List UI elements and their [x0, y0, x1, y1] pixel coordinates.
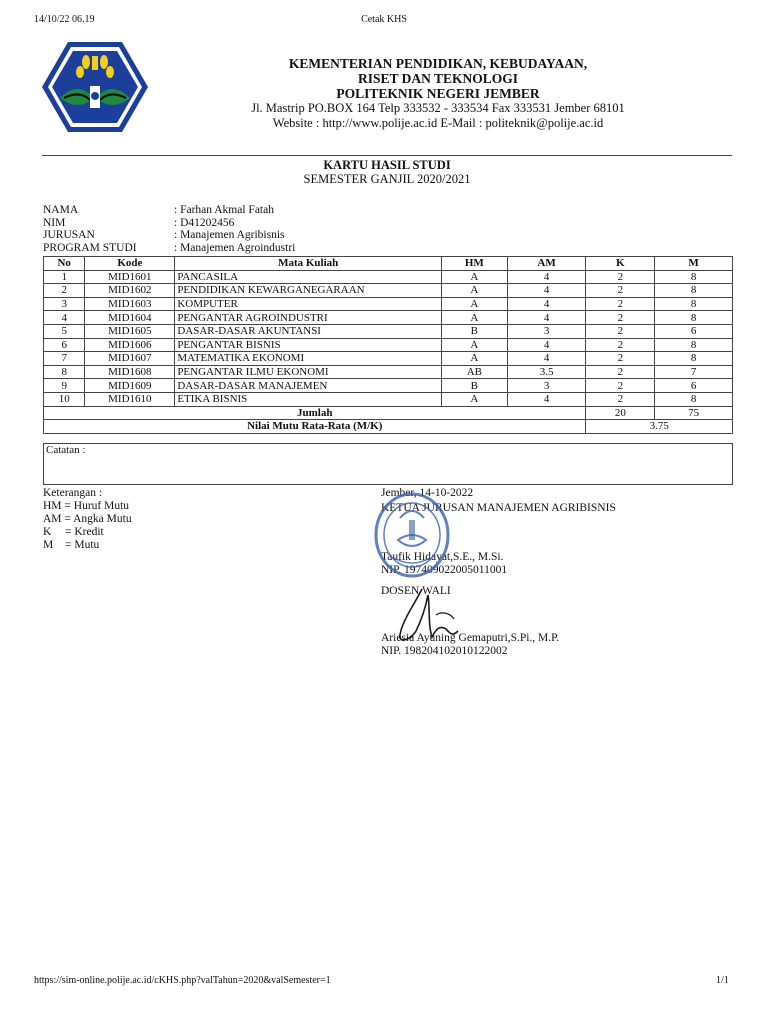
- table-row: [44, 338, 733, 352]
- institution-contact: Website : http://www.polije.ac.id E-Mail : politeknik@polije.ac.id: [272, 116, 604, 130]
- cell-mata-kuliah: PENGANTAR ILMU EKONOMI: [175, 365, 442, 379]
- cell-k: 2: [586, 379, 655, 393]
- cell-hm: A: [442, 338, 508, 352]
- gpa-value: 3.75: [586, 420, 733, 434]
- polije-logo: [40, 40, 150, 134]
- student-info-nama: [43, 204, 274, 217]
- col-header-no: No: [44, 257, 85, 271]
- ministry-name-line1: KEMENTERIAN PENDIDIKAN, KEBUDAYAAN,: [288, 56, 588, 71]
- cell-hm: A: [442, 297, 508, 311]
- header-divider: [42, 155, 732, 156]
- cell-am: 4: [507, 311, 586, 325]
- document-title: KARTU HASIL STUDI: [323, 158, 451, 172]
- cell-hm: A: [442, 392, 508, 406]
- legend-key: K: [43, 526, 52, 538]
- cell-hm: A: [442, 311, 508, 325]
- total-row: [44, 406, 733, 420]
- total-m: 75: [655, 406, 733, 420]
- legend-text: = Huruf Mutu: [64, 500, 130, 512]
- cell-am: 4: [507, 270, 586, 284]
- cell-no: 7: [44, 352, 85, 366]
- cell-kode: MID1608: [85, 365, 175, 379]
- student-info-jurusan: [43, 229, 285, 242]
- cell-mata-kuliah: KOMPUTER: [175, 297, 442, 311]
- cell-hm: A: [442, 270, 508, 284]
- cell-m: 8: [655, 392, 733, 406]
- cell-am: 3: [507, 324, 586, 338]
- cell-hm: A: [442, 284, 508, 298]
- cell-am: 4: [507, 284, 586, 298]
- cell-am: 3: [507, 379, 586, 393]
- table-row: [44, 365, 733, 379]
- head-name: Taufik Hidayat,S.E., M.Si.: [381, 551, 504, 563]
- cell-am: 4: [507, 352, 586, 366]
- table-row: [44, 311, 733, 325]
- cell-no: 6: [44, 338, 85, 352]
- cell-kode: MID1603: [85, 297, 175, 311]
- legend-item: [43, 500, 132, 513]
- cell-m: 8: [655, 270, 733, 284]
- cell-no: 10: [44, 392, 85, 406]
- cell-hm: B: [442, 379, 508, 393]
- col-header-k: K: [586, 257, 655, 271]
- advisor-title: DOSEN WALI: [381, 585, 451, 597]
- cell-am: 4: [507, 338, 586, 352]
- notes-label: Catatan :: [46, 444, 86, 456]
- cell-k: 2: [586, 284, 655, 298]
- cell-kode: MID1605: [85, 324, 175, 338]
- print-page-number: 1/1: [716, 975, 729, 986]
- cell-no: 4: [44, 311, 85, 325]
- cell-kode: MID1610: [85, 392, 175, 406]
- cell-mata-kuliah: PENGANTAR BISNIS: [175, 338, 442, 352]
- cell-kode: MID1601: [85, 270, 175, 284]
- gpa-row: [44, 420, 733, 434]
- advisor-name: Ariesia Ayuning Gemaputri,S.Pi., M.P.: [381, 632, 560, 644]
- cell-m: 8: [655, 352, 733, 366]
- cell-no: 1: [44, 270, 85, 284]
- cell-mata-kuliah: PENGANTAR AGROINDUSTRI: [175, 311, 442, 325]
- cell-kode: MID1609: [85, 379, 175, 393]
- print-datetime: 14/10/22 06.19: [34, 14, 95, 25]
- cell-m: 8: [655, 284, 733, 298]
- cell-no: 9: [44, 379, 85, 393]
- legend-text: = Angka Mutu: [64, 513, 132, 525]
- cell-am: 4: [507, 297, 586, 311]
- cell-m: 6: [655, 324, 733, 338]
- gpa-label: Nilai Mutu Rata-Rata (M/K): [44, 420, 586, 434]
- cell-am: 3.5: [507, 365, 586, 379]
- official-stamp: [372, 490, 452, 580]
- cell-mata-kuliah: PANCASILA: [175, 270, 442, 284]
- cell-hm: A: [442, 352, 508, 366]
- table-row: [44, 297, 733, 311]
- cell-no: 2: [44, 284, 85, 298]
- cell-no: 8: [44, 365, 85, 379]
- legend-key: HM: [43, 500, 62, 512]
- cell-mata-kuliah: ETIKA BISNIS: [175, 392, 442, 406]
- student-info-program: [43, 242, 295, 255]
- cell-m: 8: [655, 297, 733, 311]
- table-row: [44, 270, 733, 284]
- table-row: [44, 352, 733, 366]
- legend-item: [43, 526, 132, 539]
- cell-k: 2: [586, 297, 655, 311]
- col-header-mata-kuliah: Mata Kuliah: [175, 257, 442, 271]
- cell-k: 2: [586, 392, 655, 406]
- cell-mata-kuliah: PENDIDIKAN KEWARGANEGARAAN: [175, 284, 442, 298]
- info-label: PROGRAM STUDI: [43, 241, 137, 254]
- col-header-kode: Kode: [85, 257, 175, 271]
- cell-k: 2: [586, 338, 655, 352]
- legend-text: = Mutu: [65, 539, 100, 551]
- ministry-name-line2: RISET DAN TEKNOLOGI: [357, 71, 519, 86]
- cell-k: 2: [586, 365, 655, 379]
- legend-key: M: [43, 539, 54, 551]
- cell-kode: MID1604: [85, 311, 175, 325]
- student-info-nim: [43, 217, 234, 230]
- notes-box: [43, 443, 733, 485]
- total-k: 20: [586, 406, 655, 420]
- cell-m: 8: [655, 338, 733, 352]
- total-label: Jumlah: [44, 406, 586, 420]
- info-value: : Farhan Akmal Fatah: [174, 204, 274, 216]
- info-label: NIM: [43, 216, 66, 229]
- cell-k: 2: [586, 324, 655, 338]
- head-nip: NIP. 197409022005011001: [381, 564, 508, 576]
- head-title: KETUA JURUSAN MANAJEMEN AGRIBISNIS: [381, 502, 616, 514]
- cell-mata-kuliah: MATEMATIKA EKONOMI: [175, 352, 442, 366]
- cell-kode: MID1607: [85, 352, 175, 366]
- cell-mata-kuliah: DASAR-DASAR MANAJEMEN: [175, 379, 442, 393]
- print-url: https://sim-online.polije.ac.id/cKHS.php?valTahun=2020&valSemester=1: [34, 975, 331, 986]
- cell-hm: B: [442, 324, 508, 338]
- cell-kode: MID1602: [85, 284, 175, 298]
- advisor-signature: [392, 585, 472, 647]
- cell-am: 4: [507, 392, 586, 406]
- info-label: NAMA: [43, 204, 79, 216]
- cell-m: 8: [655, 311, 733, 325]
- cell-no: 3: [44, 297, 85, 311]
- print-page-title: Cetak KHS: [361, 14, 407, 25]
- institution-name: POLITEKNIK NEGERI JEMBER: [336, 86, 540, 101]
- col-header-m: M: [655, 257, 733, 271]
- cell-hm: AB: [442, 365, 508, 379]
- legend: [43, 487, 132, 552]
- legend-item: [43, 539, 132, 552]
- cell-k: 2: [586, 352, 655, 366]
- table-row: [44, 379, 733, 393]
- col-header-hm: HM: [442, 257, 508, 271]
- legend-text: = Kredit: [65, 526, 104, 538]
- info-value: : D41202456: [174, 216, 235, 229]
- cell-k: 2: [586, 270, 655, 284]
- institution-address: Jl. Mastrip PO.BOX 164 Telp 333532 - 333534 Fax 333531 Jember 68101: [251, 101, 625, 115]
- table-row: [44, 324, 733, 338]
- cell-kode: MID1606: [85, 338, 175, 352]
- cell-m: 7: [655, 365, 733, 379]
- legend-item: [43, 513, 132, 526]
- table-row: [44, 284, 733, 298]
- legend-title: Keterangan :: [43, 487, 103, 499]
- document-semester: SEMESTER GANJIL 2020/2021: [303, 172, 471, 186]
- table-header-row: [44, 257, 733, 271]
- place-date: Jember, 14-10-2022: [381, 487, 474, 499]
- cell-k: 2: [586, 311, 655, 325]
- info-label: JURUSAN: [43, 229, 95, 241]
- document-title-block: [42, 158, 732, 186]
- legend-key: AM: [43, 513, 62, 525]
- cell-m: 6: [655, 379, 733, 393]
- col-header-am: AM: [507, 257, 586, 271]
- info-value: : Manajemen Agroindustri: [174, 241, 296, 254]
- cell-mata-kuliah: DASAR-DASAR AKUNTANSI: [175, 324, 442, 338]
- grades-table: [43, 256, 733, 434]
- table-row: [44, 392, 733, 406]
- advisor-nip: NIP. 198204102010122002: [381, 645, 508, 657]
- institution-header: [168, 56, 708, 131]
- info-value: : Manajemen Agribisnis: [174, 229, 285, 241]
- cell-no: 5: [44, 324, 85, 338]
